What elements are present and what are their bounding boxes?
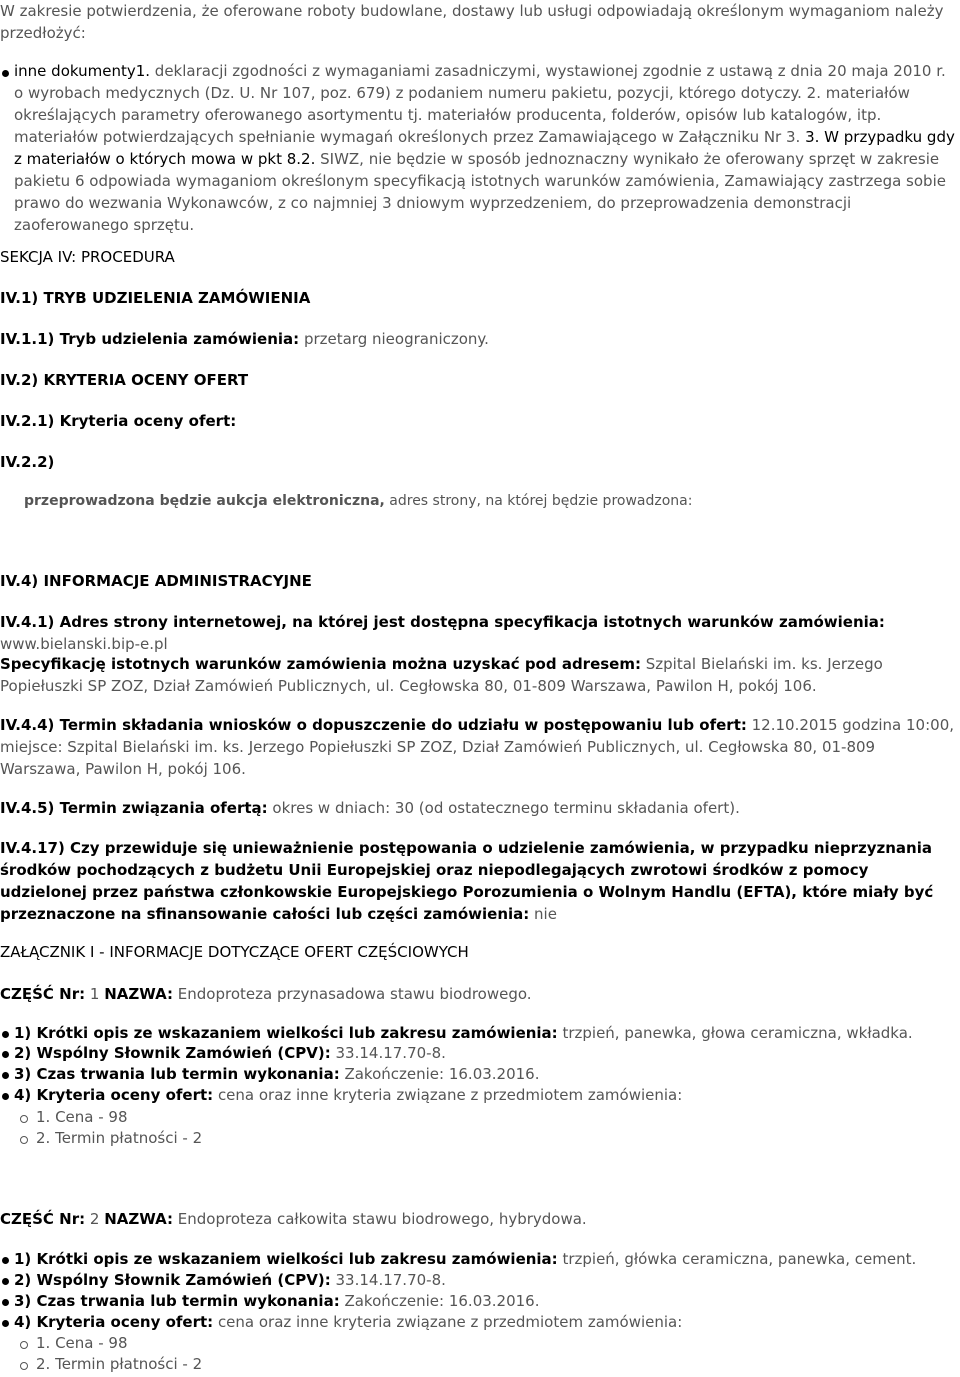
duration-value: Zakończenie: 16.03.2016. [339, 1065, 540, 1083]
part-2-criterion-price: 1. Cena - 98 [36, 1334, 128, 1352]
part-name-value: Endoproteza całkowita stawu biodrowego, hybrydowa. [173, 1210, 587, 1228]
part-1-duration [14, 1063, 540, 1085]
confirmation-intro [0, 0, 958, 44]
heading-iv2: IV.2) KRYTERIA OCENY OFERT [0, 371, 249, 389]
duration-label: 3) Czas trwania lub termin wykonania: [14, 1065, 340, 1083]
eu-funds-question-label: IV.4.17) Czy przewiduje się unieważnienie postępowania o udzielenie zamówienia, w przypadku nieprzyznania środków pochodzących z budżetu Unii Europejskiej oraz niepodlegających zwrotowi środków z pomocy udzielonej przez państwa członkowskie Europejskiego Porozumienia o Wolnym Handlu (EFTA), które miały być przeznaczone na sfinansowanie całości lub części zamówienia: [0, 839, 934, 923]
part-2-criteria [14, 1311, 682, 1333]
description-label: 1) Krótki opis ze wskazaniem wielkości lub zakresu zamówienia: [14, 1024, 558, 1042]
bullet-icon [2, 1257, 9, 1264]
binding-period-label: IV.4.5) Termin związania ofertą: [0, 799, 268, 817]
part-2-duration [14, 1290, 540, 1312]
spec-address-value: Szpital Bielański im. ks. Jerzego Popiełuszki SP ZOZ, Dział Zamówień Publicznych, ul. Cegłowska 80, 01-809 Warszawa, Pawilon H, pokój 106. [0, 655, 883, 695]
bullet-icon [2, 70, 9, 77]
binding-period-value: okres w dniach: 30 (od ostatecznego terminu składania ofert). [267, 799, 740, 817]
circle-bullet-icon [20, 1136, 28, 1144]
confirmation-intro-text: W zakresie potwierdzenia, że oferowane roboty budowlane, dostawy lub usługi odpowiadają określonym wymaganiom należy przedłożyć: [0, 2, 944, 42]
part-1-description [14, 1022, 913, 1044]
part-1-header [0, 983, 532, 1005]
part-1-cpv [14, 1042, 446, 1064]
part-number-value: 1 [85, 985, 105, 1003]
spec-address [0, 653, 958, 697]
criteria-sub-heading: IV.2.2) [0, 453, 55, 471]
auction-text: adres strony, na której będzie prowadzona: [384, 493, 693, 509]
part-2-criterion-payment: 2. Termin płatności - 2 [36, 1355, 203, 1373]
criteria-label: 4) Kryteria oceny ofert: [14, 1313, 214, 1331]
heading-iv4: IV.4) INFORMACJE ADMINISTRACYJNE [0, 572, 312, 590]
part-2-description [14, 1248, 916, 1270]
bullet-icon [2, 1093, 9, 1100]
spec-address-label: Specyfikację istotnych warunków zamówienia można uzyskać pod adresem: [0, 655, 641, 673]
eu-funds-question [0, 837, 958, 925]
submission-deadline [0, 714, 958, 780]
cpv-label: 2) Wspólny Słownik Zamówień (CPV): [14, 1044, 331, 1062]
circle-bullet-icon [20, 1341, 28, 1349]
part-number-value: 2 [85, 1210, 105, 1228]
bullet-icon [2, 1278, 9, 1285]
auction-label: przeprowadzona będzie aukcja elektroniczna, [24, 493, 385, 509]
bullet-icon [2, 1051, 9, 1058]
documents-bullet [14, 60, 958, 236]
cpv-value: 33.14.17.70-8. [330, 1271, 446, 1289]
part-2-header [0, 1208, 587, 1230]
procedure-type [0, 328, 489, 350]
part-name-label: NAZWA: [104, 1210, 174, 1228]
cpv-value: 33.14.17.70-8. [330, 1044, 446, 1062]
bullet-icon [2, 1072, 9, 1079]
part-1-criterion-payment: 2. Termin płatności - 2 [36, 1129, 203, 1147]
submission-deadline-label: IV.4.4) Termin składania wniosków o dopuszczenie do udziału w postępowaniu lub ofert: [0, 716, 747, 734]
submission-deadline-value: 12.10.2015 godzina 10:00, miejsce: Szpital Bielański im. ks. Jerzego Popiełuszki SP ZOZ, Dział Zamówień Publicznych, ul. Cegłowska 80, 01-809 Warszawa, Pawilon H, pokój 106. [0, 716, 955, 778]
part-1-criterion-price: 1. Cena - 98 [36, 1108, 128, 1126]
duration-value: Zakończenie: 16.03.2016. [339, 1292, 540, 1310]
description-label: 1) Krótki opis ze wskazaniem wielkości lub zakresu zamówienia: [14, 1250, 558, 1268]
bullet-icon [2, 1320, 9, 1327]
spec-website [0, 611, 958, 655]
circle-bullet-icon [20, 1115, 28, 1123]
auction-info [24, 490, 692, 512]
spec-website-label: IV.4.1) Adres strony internetowej, na której jest dostępna specyfikacja istotnych warunków zamówienia: [0, 613, 885, 631]
part-1-criteria [14, 1084, 682, 1106]
binding-period [0, 797, 740, 819]
part-2-cpv [14, 1269, 446, 1291]
bullet-icon [2, 1299, 9, 1306]
procedure-type-label: IV.1.1) Tryb udzielenia zamówienia: [0, 330, 300, 348]
criteria-value: cena oraz inne kryteria związane z przedmiotem zamówienia: [213, 1086, 683, 1104]
eu-funds-question-value: nie [529, 905, 557, 923]
duration-label: 3) Czas trwania lub termin wykonania: [14, 1292, 340, 1310]
criteria-heading: IV.2.1) Kryteria oceny ofert: [0, 412, 237, 430]
part-number-label: CZĘŚĆ Nr: [0, 1210, 86, 1228]
part-name-value: Endoproteza przynasadowa stawu biodrowego. [173, 985, 532, 1003]
procedure-type-value: przetarg nieograniczony. [299, 330, 489, 348]
part-name-label: NAZWA: [104, 985, 174, 1003]
circle-bullet-icon [20, 1362, 28, 1370]
description-value: trzpień, główka ceramiczna, panewka, cement. [557, 1250, 917, 1268]
documents-demonstration: SIWZ, nie będzie w sposób jednoznaczny wynikało że oferowany sprzęt w zakresie pakietu 6 odpowiada wymaganiom określonym specyfikacją istotnych warunków zamówienia, Zamawiający zastrzega sobie prawo do wezwania Wykonawców, z co najmniej 3 dniowym wyprzedzeniem, do przeprowadzenia demonstracji zaoferowanego sprzętu. [14, 150, 946, 234]
section-title: SEKCJA IV: PROCEDURA [0, 248, 175, 266]
description-value: trzpień, panewka, głowa ceramiczna, wkładka. [557, 1024, 913, 1042]
cpv-label: 2) Wspólny Słownik Zamówień (CPV): [14, 1271, 331, 1289]
documents-lead: inne dokumenty1. [14, 62, 155, 80]
criteria-label: 4) Kryteria oceny ofert: [14, 1086, 214, 1104]
spec-website-value: www.bielanski.bip-e.pl [0, 635, 168, 653]
annex-title: ZAŁĄCZNIK I - INFORMACJE DOTYCZĄCE OFERT CZĘŚCIOWYCH [0, 943, 469, 961]
bullet-icon [2, 1031, 9, 1038]
criteria-value: cena oraz inne kryteria związane z przedmiotem zamówienia: [213, 1313, 683, 1331]
heading-iv1: IV.1) TRYB UDZIELENIA ZAMÓWIENIA [0, 289, 311, 307]
documents-list: deklaracji zgodności z wymaganiami zasadniczymi, wystawionej zgodnie z ustawą z dnia 20 maja 2010 r. o wyrobach medycznych (Dz. U. Nr 107, poz. 679) z podaniem numeru pakietu, pozycji, którego dotyczy. 2. materiałów określających parametry oferowanego asortymentu tj. materiałów producenta, folderów, opisów lub katalogów, itp. materiałów potwierdzających spełnianie wymagań określonych przez Zamawiającego w Załączniku Nr 3. [14, 62, 946, 146]
part-number-label: CZĘŚĆ Nr: [0, 985, 86, 1003]
documents-point-3: 3. W przypadku gdy z materiałów o których mowa w pkt 8.2. [14, 128, 955, 168]
